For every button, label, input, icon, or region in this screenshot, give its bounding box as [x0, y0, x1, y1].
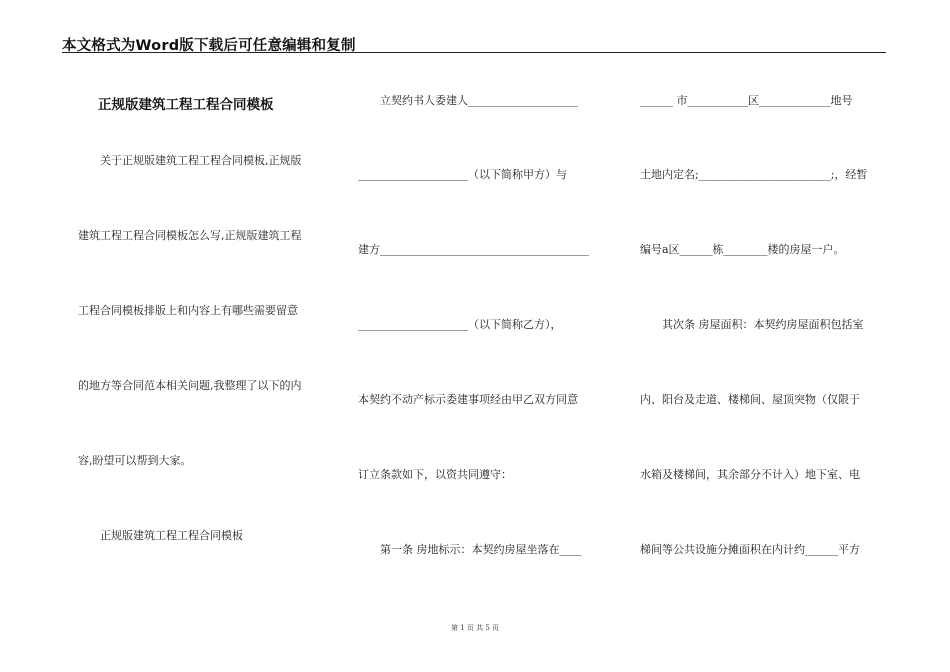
text-line: 第一条 房地标示：本契约房屋坐落在____ — [358, 543, 582, 556]
text-line: 本契约不动产标示委建事项经由甲乙双方同意 — [358, 393, 578, 406]
text-line: 内、阳台及走道、楼梯间、屋顶突物（仅限于 — [640, 393, 860, 406]
document-header: 本文格式为Word版下载后可任意编辑和复制 — [62, 38, 356, 54]
text-line: 工程合同模板排版上和内容上有哪些需要留意 — [78, 304, 298, 317]
text-line: 水箱及楼梯间，其余部分不计入）地下室、电 — [640, 468, 860, 481]
text-line: 正规版建筑工程工程合同模板 — [78, 529, 243, 542]
document-title: 正规版建筑工程工程合同模板 — [98, 97, 274, 113]
text-line: 建方______________________________________ — [358, 243, 589, 256]
text-line: 梯间等公共设施分摊面积在内计约______平方 — [640, 543, 860, 556]
text-line: ____________________（以下简称甲方）与 — [358, 168, 567, 181]
text-line: 土地内定名;________________________;，经暂 — [640, 168, 868, 181]
text-line: ______ 市___________区_____________地号 — [640, 94, 853, 107]
text-line: ____________________（以下简称乙方）， — [358, 318, 562, 331]
text-line: 编号a区______栋________楼的房屋一户。 — [640, 243, 845, 256]
header-divider — [62, 52, 886, 53]
text-line: 关于正规版建筑工程工程合同模板,正规版 — [78, 154, 302, 167]
text-line: 立契约书人委建人____________________ — [358, 94, 578, 107]
page-number: 第 1 页 共 5 页 — [450, 624, 500, 632]
text-line: 其次条 房屋面积：本契约房屋面积包括室 — [640, 318, 864, 331]
text-line: 的地方等合同范本相关问题,我整理了以下的内 — [78, 379, 302, 392]
text-line: 订立条款如下，以资共同遵守： — [358, 468, 512, 481]
text-line: 容,盼望可以帮到大家。 — [78, 454, 192, 467]
text-line: 建筑工程工程合同模板怎么写,正规版建筑工程 — [78, 229, 302, 242]
